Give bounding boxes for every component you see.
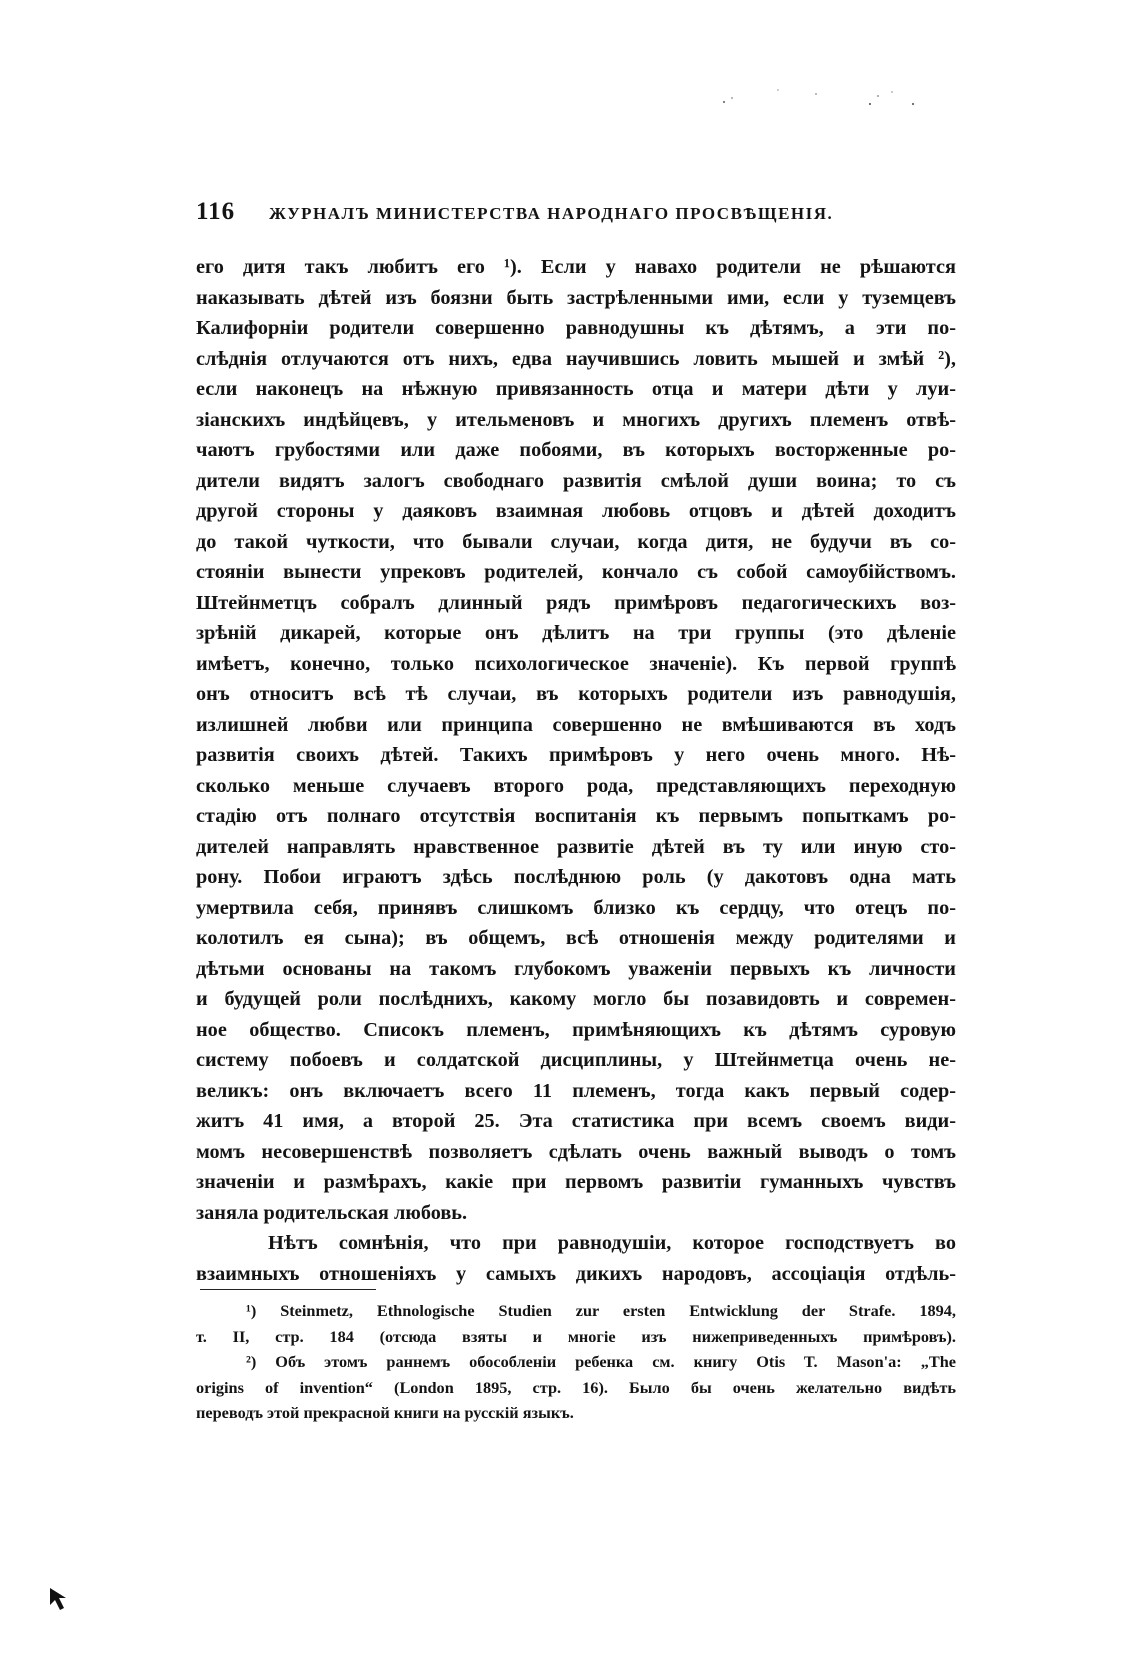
text-line: чаютъ грубостями или даже побоями, въ которыхъ восторженные ро- xyxy=(196,439,956,461)
text-line: Калифорніи родители совершенно равнодушны къ дѣтямъ, а эти по- xyxy=(196,317,956,339)
text-line: систему побоевъ и солдатской дисциплины, у Штейнметца очень не- xyxy=(196,1049,956,1071)
arrow-cursor-icon xyxy=(48,1586,78,1614)
text-line: зіанскихъ индѣйцевъ, у ительменовъ и многихъ другихъ племенъ отвѣ- xyxy=(196,408,956,431)
text-line: колотилъ ея сына); въ общемъ, всѣ отношенія между родителями и xyxy=(196,927,956,949)
text-line: онъ относитъ всѣ тѣ случаи, въ которыхъ родители изъ равнодушія, xyxy=(196,683,956,705)
text-line: излишней любви или принципа совершенно не вмѣшиваются въ ходъ xyxy=(196,713,956,736)
running-title: ЖУРНАЛЪ МИНИСТЕРСТВА НАРОДНАГО ПРОСВѢЩЕНІЯ. xyxy=(269,204,834,223)
footnote-line: ²) Объ этомъ раннемъ обособленіи ребенка см. книгу Otis T. Mason'a: „The xyxy=(246,1352,956,1372)
text-line: развитія своихъ дѣтей. Такихъ примѣровъ у него очень много. Нѣ- xyxy=(196,744,956,766)
footnote-line: ¹) Steinmetz, Ethnologische Studien zur ersten Entwicklung der Strafe. 1894, xyxy=(246,1301,956,1320)
text-line: Штейнметцъ собралъ длинный рядъ примѣровъ педагогическихъ воз- xyxy=(196,591,956,614)
page-number: 116 xyxy=(196,198,236,225)
text-line: сколько меньше случаевъ второго рода, представляющихъ переходную xyxy=(196,774,956,797)
text-line: другой стороны у даяковъ взаимная любовь отцовъ и дѣтей доходитъ xyxy=(196,500,956,522)
text-line: заняла родительская любовь. xyxy=(196,1201,468,1224)
text-line: дѣтьми основаны на такомъ глубокомъ уваженіи первыхъ къ личности xyxy=(196,957,956,980)
text-line: житъ 41 имя, а второй 25. Эта статистика при всемъ своемъ види- xyxy=(196,1110,956,1132)
text-line: значеніи и размѣрахъ, какіе при первомъ развитіи гуманныхъ чувствъ xyxy=(196,1171,956,1193)
running-header xyxy=(196,198,956,238)
text-line: имѣетъ, конечно, только психологическое значеніе). Къ первой группѣ xyxy=(196,652,956,675)
text-line: великъ: онъ включаетъ всего 11 племенъ, тогда какъ первый содер- xyxy=(196,1079,956,1102)
scan-specks xyxy=(720,84,920,114)
footnote-line: переводъ этой прекрасной книги на русскій языкъ. xyxy=(196,1403,574,1423)
footnote-line: origins of invention“ (London 1895, стр. 16). Было бы очень желательно видѣть xyxy=(196,1377,956,1397)
text-line: взаимныхъ отношеніяхъ у самыхъ дикихъ народовъ, ассоціація отдѣль- xyxy=(196,1262,956,1285)
text-line: до такой чуткости, что бывали случаи, когда дитя, не будучи въ со- xyxy=(196,530,956,553)
text-line: умертвила себя, принявъ слишкомъ близко къ сердцу, что отецъ по- xyxy=(196,896,956,919)
text-line: Нѣтъ сомнѣнія, что при равнодушіи, которое господствуетъ во xyxy=(268,1232,956,1254)
text-line: момъ несовершенствѣ позволяетъ сдѣлать очень важный выводъ о томъ xyxy=(196,1140,956,1163)
text-line: и будущей роли послѣднихъ, какому могло бы позавидовть и современ- xyxy=(196,988,956,1010)
text-line: стояніи вынести упрековъ родителей, кончало съ собой самоубійствомъ. xyxy=(196,561,956,583)
text-line: ное общество. Списокъ племенъ, примѣняющихъ къ дѣтямъ суровую xyxy=(196,1018,956,1041)
text-line: его дитя такъ любитъ его ¹). Если у навахо родители не рѣшаются xyxy=(196,256,956,278)
text-line: зрѣній дикарей, которые онъ дѣлитъ на три группы (это дѣленіе xyxy=(196,622,956,644)
main-text xyxy=(196,252,956,1289)
text-line: рону. Побои играютъ здѣсь послѣднюю роль (у дакотовъ одна мать xyxy=(196,866,956,888)
footnote-line: т. II, стр. 184 (отсюда взяты и многіе изъ нижеприведенныхъ примѣровъ). xyxy=(196,1326,956,1346)
text-line: если наконецъ на нѣжную привязанность отца и матери дѣти у луи- xyxy=(196,378,956,400)
text-line: наказывать дѣтей изъ боязни быть застрѣленными ими, если у туземцевъ xyxy=(196,286,956,309)
text-line: слѣднія отлучаются отъ нихъ, едва научившись ловить мышей и змѣй ²), xyxy=(196,347,956,370)
text-line: дителей направлять нравственное развитіе дѣтей въ ту или иную сто- xyxy=(196,835,956,858)
footnotes xyxy=(196,1298,956,1426)
text-line: стадію отъ полнаго отсутствія воспитанія къ первымъ попыткамъ ро- xyxy=(196,805,956,827)
text-line: дители видятъ залогъ свободнаго развитія смѣлой души воина; то съ xyxy=(196,469,956,492)
footnote-divider xyxy=(200,1289,376,1290)
